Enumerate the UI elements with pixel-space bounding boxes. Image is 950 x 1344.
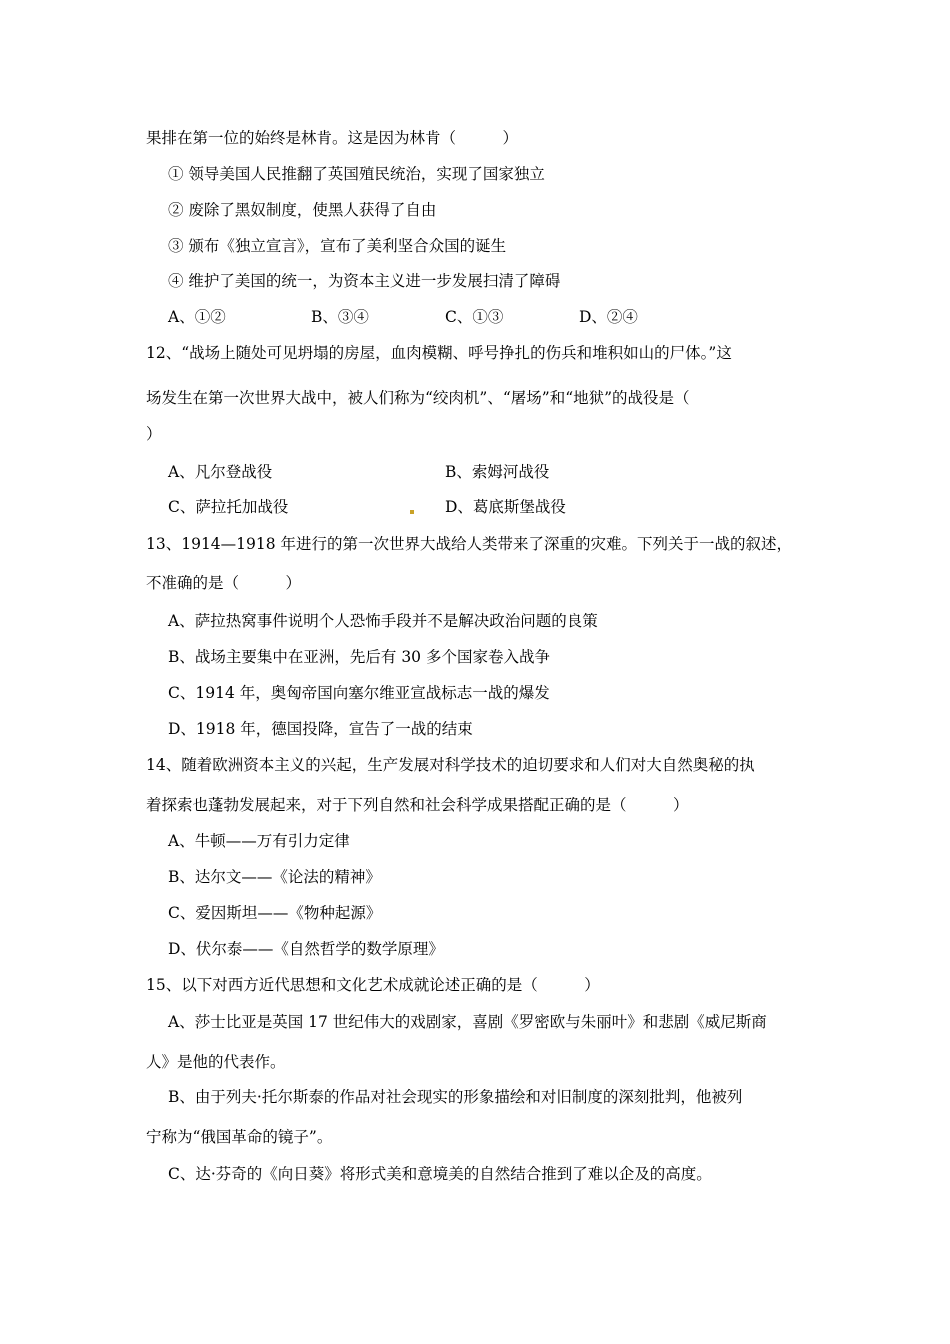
q12-option-b: B、索姆河战役 xyxy=(445,463,550,481)
q14-line-2: 着探索也蓬勃发展起来，对于下列自然和社会科学成果搭配正确的是（ ） xyxy=(146,796,689,814)
q13-line-2: 不准确的是（ ） xyxy=(146,574,302,592)
q11-statement-3: ③ 颁布《独立宣言》，宣布了美利坚合众国的诞生 xyxy=(168,237,507,255)
q14-option-b: B、达尔文——《论法的精神》 xyxy=(168,868,381,886)
q15-option-a-line-1: A、莎士比亚是英国 17 世纪伟大的戏剧家，喜剧《罗密欧与朱丽叶》和悲剧《威尼斯商 xyxy=(168,1013,767,1031)
q14-line-1: 14、随着欧洲资本主义的兴起，生产发展对科学技术的迫切要求和人们对大自然奥秘的执 xyxy=(146,756,755,774)
q11-statement-1: ① 领导美国人民推翻了英国殖民统治，实现了国家独立 xyxy=(168,165,545,183)
q13-option-c: C、1914 年，奥匈帝国向塞尔维亚宣战标志一战的爆发 xyxy=(168,684,550,702)
q12-option-c: C、萨拉托加战役 xyxy=(168,498,289,516)
q13-line-1: 13、1914—1918 年进行的第一次世界大战给人类带来了深重的灾难。下列关于一战的叙述， xyxy=(146,535,793,553)
q11-option-d: D、②④ xyxy=(579,308,638,326)
q11-statement-2: ② 废除了黑奴制度，使黑人获得了自由 xyxy=(168,201,437,219)
q11-continuation-text: 果排在第一位的始终是林肯。这是因为林肯（ ） xyxy=(146,129,519,147)
q12-line-2: 场发生在第一次世界大战中，被人们称为“绞肉机”、“屠场”和“地狱”的战役是（ xyxy=(146,389,690,407)
q15-option-b-line-1: B、由于列夫·托尔斯泰的作品对社会现实的形象描绘和对旧制度的深刻批判，他被列 xyxy=(168,1088,743,1106)
q14-option-a: A、牛顿——万有引力定律 xyxy=(168,832,350,850)
q12-option-d: D、葛底斯堡战役 xyxy=(445,498,566,516)
q15-line-1: 15、以下对西方近代思想和文化艺术成就论述正确的是（ ） xyxy=(146,976,600,994)
q12-line-1: 12、“战场上随处可见坍塌的房屋，血肉模糊、呼号挣扎的伤兵和堆积如山的尸体。”这 xyxy=(146,344,732,362)
stray-dot xyxy=(410,510,414,514)
q14-option-c: C、爱因斯坦——《物种起源》 xyxy=(168,904,382,922)
q11-option-c: C、①③ xyxy=(445,308,504,326)
q12-option-a: A、凡尔登战役 xyxy=(168,463,273,481)
q11-option-a: A、①② xyxy=(168,308,226,326)
q15-option-b-line-2: 宁称为“俄国革命的镜子”。 xyxy=(146,1128,333,1146)
q15-option-c: C、达·芬奇的《向日葵》将形式美和意境美的自然结合推到了难以企及的高度。 xyxy=(168,1165,712,1183)
q11-option-b: B、③④ xyxy=(311,308,369,326)
q13-option-d: D、1918 年，德国投降，宣告了一战的结束 xyxy=(168,720,473,738)
q13-option-b: B、战场主要集中在亚洲，先后有 30 多个国家卷入战争 xyxy=(168,648,550,666)
q14-option-d: D、伏尔泰——《自然哲学的数学原理》 xyxy=(168,940,444,958)
q12-line-3: ） xyxy=(146,425,162,443)
q15-option-a-line-2: 人》是他的代表作。 xyxy=(146,1053,286,1071)
q11-statement-4: ④ 维护了美国的统一，为资本主义进一步发展扫清了障碍 xyxy=(168,272,561,290)
q13-option-a: A、萨拉热窝事件说明个人恐怖手段并不是解决政治问题的良策 xyxy=(168,612,598,630)
